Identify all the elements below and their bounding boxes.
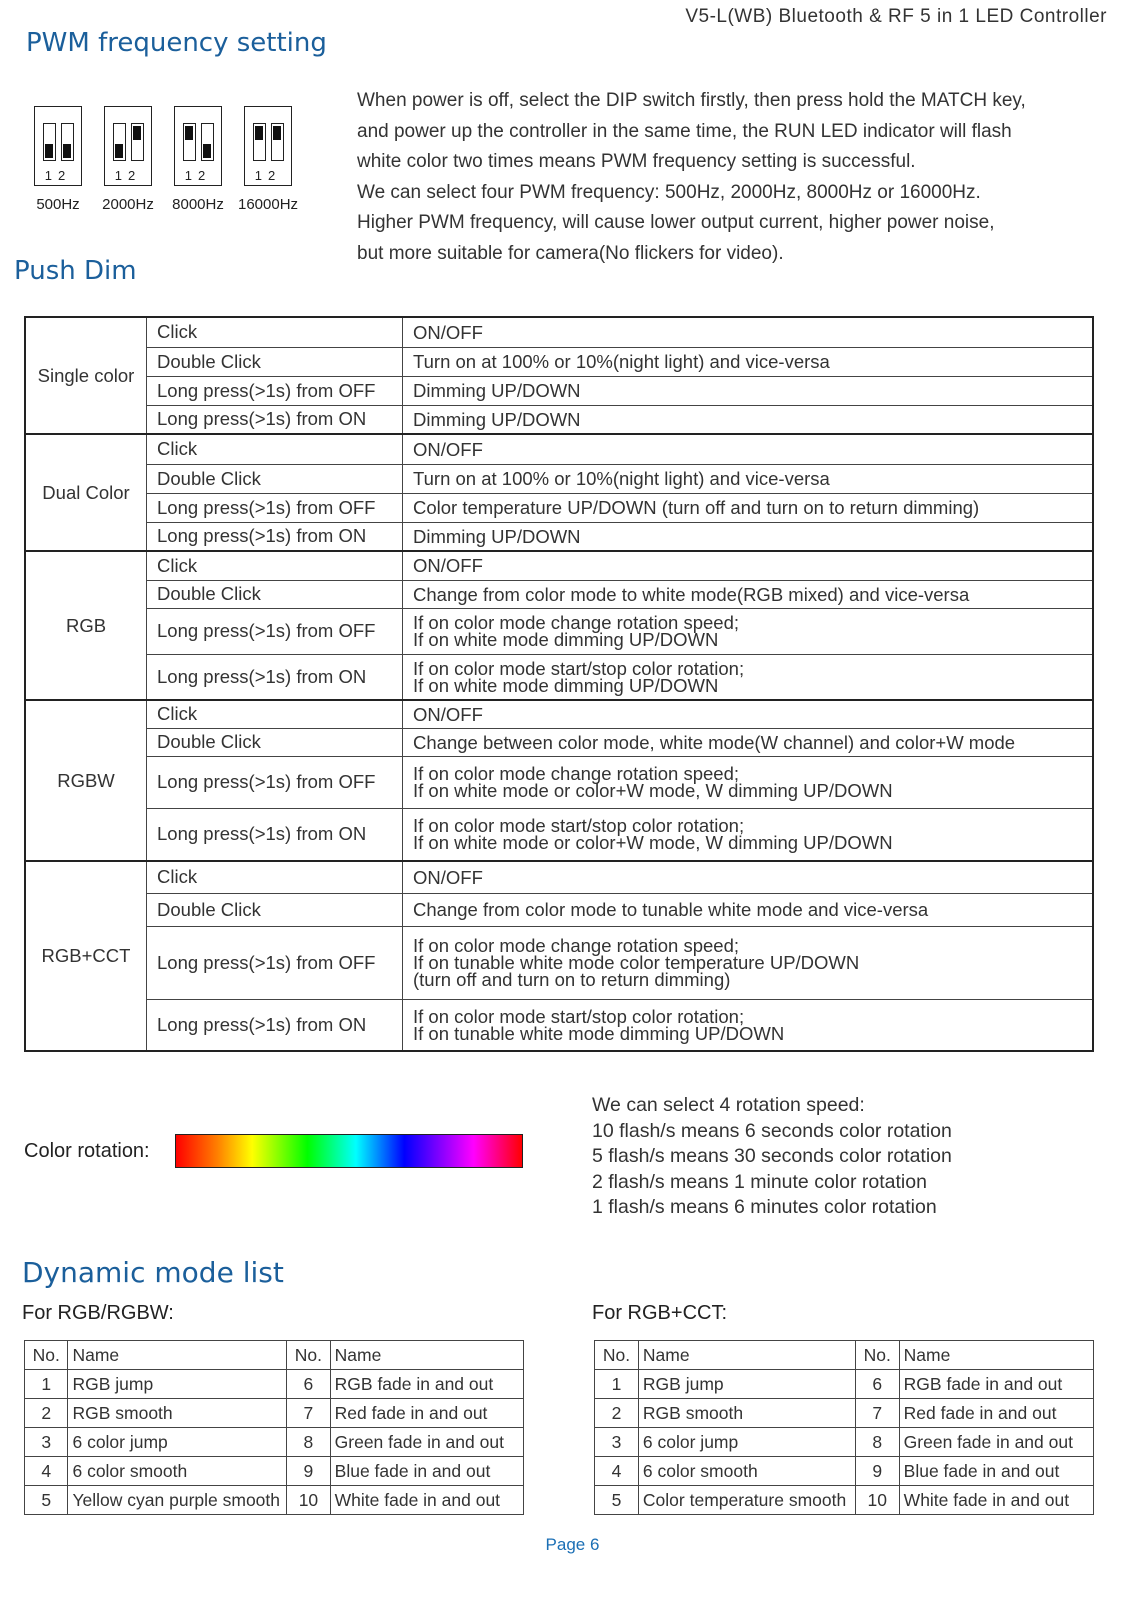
push-dim-row (25, 551, 1093, 580)
switch-numbers: 12 (254, 168, 282, 183)
action-cell: Click (147, 551, 403, 580)
pwm-text-line: Higher PWM frequency, will cause lower output current, higher power noise, (357, 212, 995, 233)
push-dim-row (25, 405, 1093, 434)
mode-name-cell: Red fade in and out (330, 1399, 523, 1428)
mode-number-cell: 5 (25, 1486, 68, 1515)
description-cell (403, 551, 1094, 580)
push-dim-row (25, 700, 1093, 728)
mode-number-cell: 4 (25, 1457, 68, 1486)
description-line: If on color mode change rotation speed; (413, 612, 740, 633)
description-line: Change from color mode to tunable white mode and vice-versa (413, 899, 929, 920)
switch-lever (131, 123, 144, 161)
rotation-line: 1 flash/s means 6 minutes color rotation (592, 1196, 937, 1218)
description-line: If on color mode start/stop color rotation; (413, 815, 745, 837)
action-cell: Click (147, 317, 403, 347)
mode-name-cell: 6 color smooth (68, 1457, 287, 1486)
light-type-cell: Dual Color (25, 434, 147, 551)
mode-name-cell: Green fade in and out (899, 1428, 1093, 1457)
switch-lever (61, 123, 74, 161)
push-dim-row (25, 999, 1093, 1051)
push-dim-row (25, 580, 1093, 608)
description-line: If on color mode change rotation speed; (413, 763, 740, 784)
switch-lever (253, 123, 266, 161)
table-row (595, 1399, 1094, 1428)
mode-number-cell: 4 (595, 1457, 639, 1486)
push-dim-row (25, 808, 1093, 861)
description-line: If on white mode dimming UP/DOWN (413, 629, 719, 650)
description-line: Dimming UP/DOWN (413, 408, 581, 430)
action-cell: Long press(>1s) from OFF (147, 926, 403, 999)
description-cell (403, 434, 1094, 464)
mode-number-cell: 6 (287, 1370, 330, 1399)
document-header: V5-L(WB) Bluetooth & RF 5 in 1 LED Controller (685, 6, 1107, 27)
mode-number-cell: 9 (855, 1457, 899, 1486)
mode-name-cell: RGB jump (68, 1370, 287, 1399)
action-cell: Long press(>1s) from OFF (147, 493, 403, 522)
pwm-section-title: PWM frequency setting (26, 28, 327, 58)
column-header: Name (638, 1341, 855, 1370)
push-dim-row (25, 728, 1093, 756)
mode-name-cell: RGB fade in and out (330, 1370, 523, 1399)
rgb-cct-subtitle: For RGB+CCT: (592, 1302, 728, 1324)
description-line: Dimming UP/DOWN (413, 525, 581, 547)
description-line: If on white mode dimming UP/DOWN (413, 674, 719, 696)
pwm-text-line: but more suitable for camera(No flickers for video). (357, 242, 784, 264)
description-cell (403, 522, 1094, 551)
mode-number-cell: 6 (855, 1370, 899, 1399)
dip-switch-2000hz (104, 106, 152, 213)
dip-switch-500hz (34, 106, 82, 213)
light-type-cell: RGBW (25, 700, 147, 861)
description-cell (403, 464, 1094, 493)
mode-number-cell: 5 (595, 1486, 639, 1515)
description-cell (403, 808, 1094, 861)
mode-number-cell: 1 (595, 1370, 639, 1399)
action-cell: Long press(>1s) from ON (147, 999, 403, 1051)
rgb-rgbw-subtitle: For RGB/RGBW: (22, 1302, 174, 1324)
switch-lever (43, 123, 56, 161)
push-dim-row (25, 493, 1093, 522)
mode-number-cell: 10 (287, 1486, 330, 1515)
switch-lever (201, 123, 214, 161)
description-line: Color temperature UP/DOWN (turn off and turn on to return dimming) (413, 497, 980, 518)
column-header: Name (899, 1341, 1093, 1370)
dip-switch-icon (34, 106, 82, 186)
mode-number-cell: 8 (287, 1428, 330, 1457)
push-dim-row (25, 464, 1093, 493)
dip-switch-8000hz (174, 106, 222, 213)
mode-name-cell: White fade in and out (330, 1486, 523, 1515)
description-line: Turn on at 100% or 10%(night light) and vice-versa (413, 468, 830, 489)
action-cell: Click (147, 861, 403, 893)
description-cell (403, 493, 1094, 522)
description-cell (403, 580, 1094, 608)
switch-lever (113, 123, 126, 161)
push-dim-row (25, 893, 1093, 926)
pwm-text-line: We can select four PWM frequency: 500Hz, 2000Hz, 8000Hz or 16000Hz. (357, 181, 981, 203)
mode-name-cell: RGB jump (638, 1370, 855, 1399)
mode-name-cell: Green fade in and out (330, 1428, 523, 1457)
mode-name-cell: Yellow cyan purple smooth (68, 1486, 287, 1515)
mode-name-cell: White fade in and out (899, 1486, 1093, 1515)
mode-name-cell: RGB fade in and out (899, 1370, 1093, 1399)
description-cell (403, 405, 1094, 434)
table-row (25, 1428, 524, 1457)
column-header: Name (330, 1341, 523, 1370)
color-rotation-label: Color rotation: (24, 1140, 150, 1162)
push-dim-row (25, 347, 1093, 376)
action-cell: Long press(>1s) from OFF (147, 376, 403, 405)
mode-number-cell: 7 (855, 1399, 899, 1428)
mode-number-cell: 2 (25, 1399, 68, 1428)
table-row (25, 1370, 524, 1399)
description-line: If on color mode start/stop color rotation; (413, 1005, 745, 1027)
description-line: If on tunable white mode dimming UP/DOWN (413, 1022, 785, 1044)
description-line: Turn on at 100% or 10%(night light) and vice-versa (413, 351, 830, 372)
push-dim-title: Push Dim (14, 256, 137, 286)
column-header: No. (855, 1341, 899, 1370)
table-row (25, 1457, 524, 1486)
description-cell (403, 861, 1094, 893)
push-dim-row (25, 608, 1093, 654)
frequency-label: 16000Hz (237, 196, 299, 213)
switch-numbers: 12 (114, 168, 142, 183)
dip-switch-icon (104, 106, 152, 186)
description-line: (turn off and turn on to return dimming) (413, 969, 731, 990)
frequency-label: 2000Hz (102, 196, 154, 213)
mode-name-cell: Red fade in and out (899, 1399, 1093, 1428)
mode-number-cell: 2 (595, 1399, 639, 1428)
action-cell: Long press(>1s) from ON (147, 405, 403, 434)
mode-number-cell: 9 (287, 1457, 330, 1486)
color-rotation-gradient (175, 1134, 523, 1168)
column-header: No. (287, 1341, 330, 1370)
table-row (595, 1370, 1094, 1399)
table-row (25, 1486, 524, 1515)
mode-number-cell: 1 (25, 1370, 68, 1399)
action-cell: Long press(>1s) from OFF (147, 756, 403, 808)
description-cell (403, 999, 1094, 1051)
rotation-speed-notes (592, 1093, 952, 1221)
description-cell (403, 700, 1094, 728)
mode-number-cell: 10 (855, 1486, 899, 1515)
action-cell: Long press(>1s) from ON (147, 654, 403, 700)
description-line: Change from color mode to white mode(RGB mixed) and vice-versa (413, 583, 970, 605)
light-type-cell: RGB (25, 551, 147, 700)
rotation-line: 5 flash/s means 30 seconds color rotation (592, 1145, 952, 1167)
description-cell (403, 654, 1094, 700)
description-cell (403, 317, 1094, 347)
mode-name-cell: Blue fade in and out (899, 1457, 1093, 1486)
table-row (25, 1399, 524, 1428)
push-dim-row (25, 376, 1093, 405)
mode-name-cell: 6 color jump (68, 1428, 287, 1457)
table-row (595, 1428, 1094, 1457)
description-line: If on color mode change rotation speed; (413, 935, 740, 956)
action-cell: Long press(>1s) from OFF (147, 608, 403, 654)
table-header-row (595, 1341, 1094, 1370)
mode-number-cell: 3 (25, 1428, 68, 1457)
push-dim-row (25, 434, 1093, 464)
pwm-description (357, 86, 1057, 269)
frequency-label: 8000Hz (172, 196, 224, 213)
pwm-text-line: and power up the controller in the same time, the RUN LED indicator will flash (357, 120, 1012, 142)
light-type-cell: RGB+CCT (25, 861, 147, 1051)
action-cell: Double Click (147, 347, 403, 376)
frequency-label: 500Hz (36, 196, 80, 213)
description-line: ON/OFF (413, 438, 483, 460)
dip-switch-icon (244, 106, 292, 186)
rotation-line: 2 flash/s means 1 minute color rotation (592, 1170, 927, 1193)
description-line: If on white mode or color+W mode, W dimming UP/DOWN (413, 780, 893, 801)
column-header: Name (68, 1341, 287, 1370)
description-cell (403, 347, 1094, 376)
push-dim-table (24, 316, 1094, 1052)
mode-number-cell: 3 (595, 1428, 639, 1457)
table-header-row (25, 1341, 524, 1370)
dynamic-mode-table-rgbcct (594, 1340, 1094, 1515)
description-cell (403, 926, 1094, 999)
description-cell (403, 728, 1094, 756)
dynamic-mode-table-rgb (24, 1340, 524, 1515)
description-cell (403, 376, 1094, 405)
push-dim-row (25, 317, 1093, 347)
mode-name-cell: Blue fade in and out (330, 1457, 523, 1486)
description-cell (403, 608, 1094, 654)
table-row (595, 1486, 1094, 1515)
description-line: Change between color mode, white mode(W channel) and color+W mode (413, 731, 1016, 753)
description-line: If on tunable white mode color temperature UP/DOWN (413, 952, 860, 973)
mode-name-cell: 6 color jump (638, 1428, 855, 1457)
switch-lever (183, 123, 196, 161)
dip-switch-icon (174, 106, 222, 186)
mode-name-cell: Color temperature smooth (638, 1486, 855, 1515)
action-cell: Double Click (147, 728, 403, 756)
push-dim-row (25, 522, 1093, 551)
dip-switch-16000hz (237, 106, 299, 213)
action-cell: Double Click (147, 893, 403, 926)
mode-number-cell: 7 (287, 1399, 330, 1428)
action-cell: Double Click (147, 464, 403, 493)
action-cell: Long press(>1s) from ON (147, 522, 403, 551)
push-dim-row (25, 756, 1093, 808)
page-number: Page 6 (545, 1535, 600, 1554)
action-cell: Click (147, 434, 403, 464)
column-header: No. (25, 1341, 68, 1370)
mode-number-cell: 8 (855, 1428, 899, 1457)
push-dim-row (25, 926, 1093, 999)
rotation-line: 10 flash/s means 6 seconds color rotation (592, 1119, 952, 1142)
description-line: ON/OFF (413, 555, 483, 577)
description-line: ON/OFF (413, 321, 483, 343)
push-dim-row (25, 654, 1093, 700)
dip-switch-group (34, 106, 299, 213)
description-line: If on white mode or color+W mode, W dimming UP/DOWN (413, 832, 893, 854)
push-dim-row (25, 861, 1093, 893)
table-row (595, 1457, 1094, 1486)
switch-lever (271, 123, 284, 161)
description-cell (403, 756, 1094, 808)
mode-name-cell: RGB smooth (638, 1399, 855, 1428)
description-line: ON/OFF (413, 866, 483, 888)
description-line: ON/OFF (413, 703, 483, 725)
action-cell: Click (147, 700, 403, 728)
description-line: Dimming UP/DOWN (413, 380, 581, 401)
switch-numbers: 12 (44, 168, 72, 183)
action-cell: Double Click (147, 580, 403, 608)
switch-numbers: 12 (184, 168, 212, 183)
light-type-cell: Single color (25, 317, 147, 434)
rotation-line: We can select 4 rotation speed: (592, 1094, 865, 1116)
mode-name-cell: RGB smooth (68, 1399, 287, 1428)
action-cell: Long press(>1s) from ON (147, 808, 403, 861)
pwm-text-line: When power is off, select the DIP switch firstly, then press hold the MATCH key, (357, 90, 1026, 111)
description-cell (403, 893, 1094, 926)
description-line: If on color mode start/stop color rotation; (413, 657, 745, 679)
dynamic-mode-title: Dynamic mode list (22, 1256, 284, 1289)
pwm-text-line: white color two times means PWM frequency setting is successful. (357, 151, 916, 172)
mode-name-cell: 6 color smooth (638, 1457, 855, 1486)
column-header: No. (595, 1341, 639, 1370)
